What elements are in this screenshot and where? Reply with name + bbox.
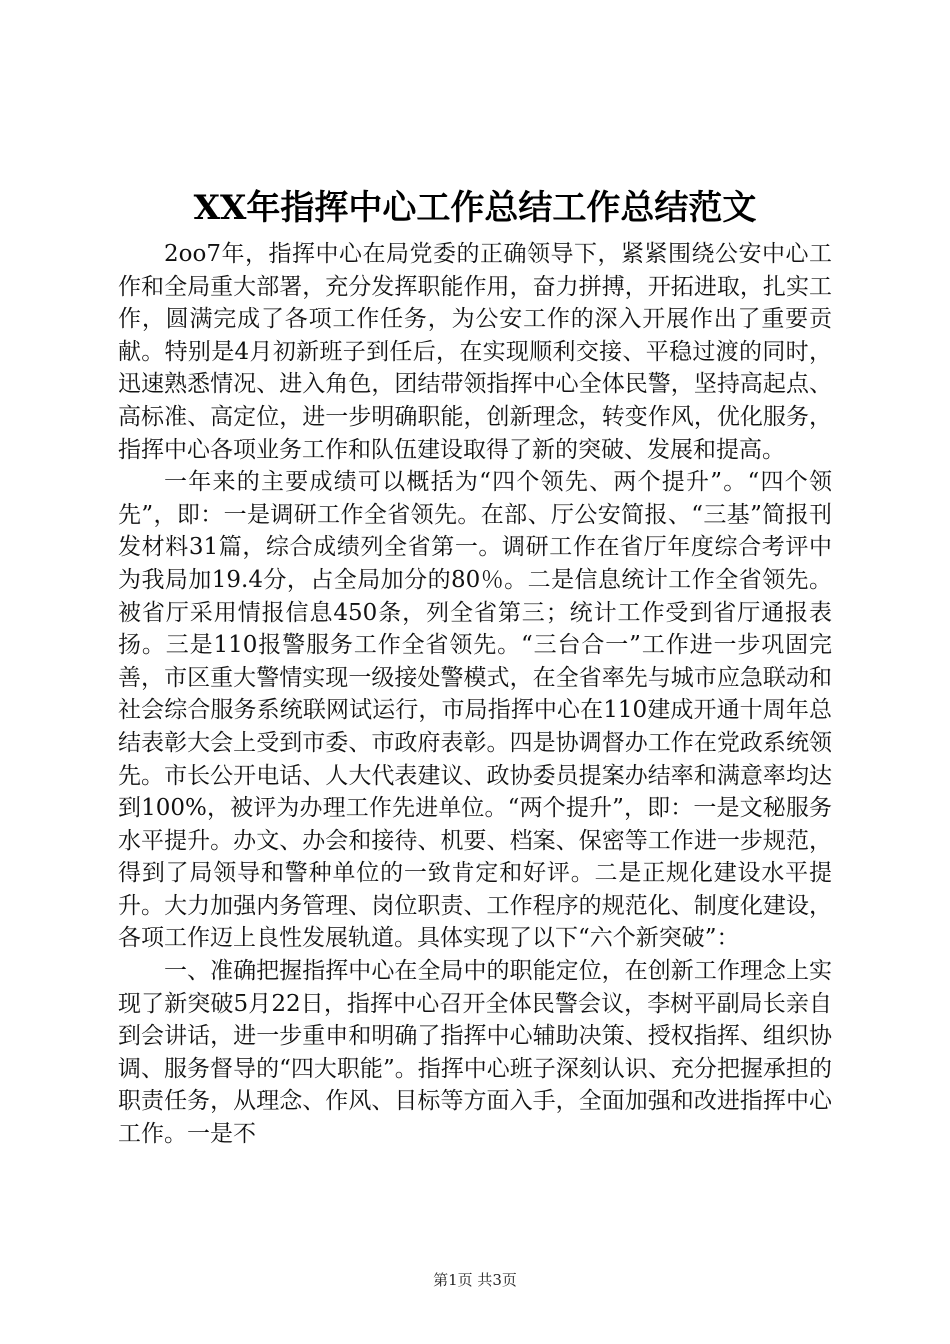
document-title: XX年指挥中心工作总结工作总结范文 xyxy=(193,188,757,228)
paragraph-2: 一年来的主要成绩可以概括为“四个领先、两个提升”。“四个领先”，即：一是调研工作全省领先。在部、厅公安简报、“三基”简报刊发材料31篇，综合成绩列全省第一。调研工作在省厅年度综合考评中为我局加19.4分，占全局加分的80％。二是信息统计工作全省领先。被省厅采用情报信息450条，列全省第三；统计工作受到省厅通报表扬。三是110报警服务工作全省领先。“三台合一”工作进一步巩固完善，市区重大警情实现一级接处警模式，在全省率先与城市应急联动和社会综合服务系统联网试运行，市局指挥中心在110建成开通十周年总结表彰大会上受到市委、市政府表彰。四是协调督办工作在党政系统领先。市长公开电话、人大代表建议、政协委员提案办结率和满意率均达到100%，被评为办理工作先进单位。“两个提升”，即：一是文秘服务水平提升。办文、办会和接待、机要、档案、保密等工作进一步规范，得到了局领导和警种单位的一致肯定和好评。二是正规化建设水平提升。大力加强内务管理、岗位职责、工作程序的规范化、制度化建设，各项工作迈上良性发展轨道。具体实现了以下“六个新突破”： xyxy=(118,469,832,952)
paragraph-3: 一、准确把握指挥中心在全局中的职能定位，在创新工作理念上实现了新突破5月22日，指挥中心召开全体民警会议，李树平副局长亲自到会讲话，进一步重申和明确了指挥中心辅助决策、授权指挥、组织协调、服务督导的“四大职能”。指挥中心班子深刻认识、充分把握承担的职责任务，从理念、作风、目标等方面入手，全面加强和改进指挥中心工作。一是不 xyxy=(118,958,832,1148)
document-body xyxy=(118,238,832,1151)
paragraph-1: 2oo7年，指挥中心在局党委的正确领导下，紧紧围绕公安中心工作和全局重大部署，充分发挥职能作用，奋力拼搏，开拓进取，扎实工作，圆满完成了各项工作任务，为公安工作的深入开展作出了重要贡献。特别是4月初新班子到任后，在实现顺利交接、平稳过渡的同时，迅速熟悉情况、进入角色，团结带领指挥中心全体民警，坚持高起点、高标准、高定位，进一步明确职能，创新理念，转变作风，优化服务，指挥中心各项业务工作和队伍建设取得了新的突破、发展和提高。 xyxy=(118,241,832,463)
page-footer: 第1页 共3页 xyxy=(433,1271,517,1289)
